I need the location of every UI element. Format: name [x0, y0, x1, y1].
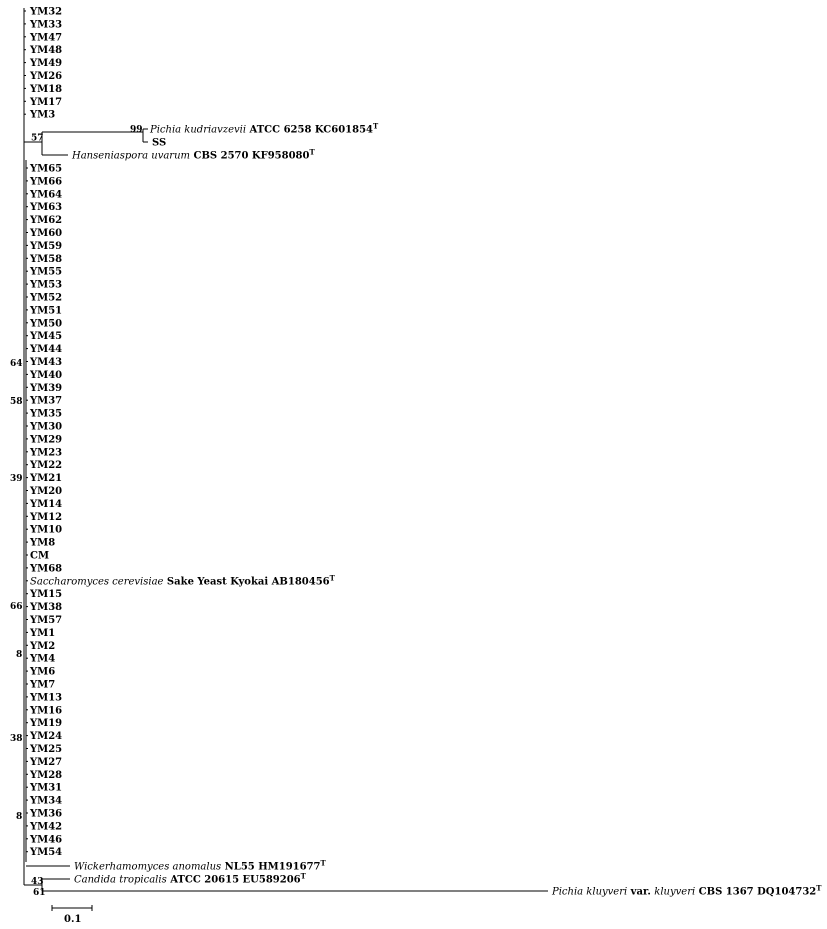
- leaf-label-ym40: YM40: [30, 369, 63, 381]
- leaf-label-ym66: YM66: [30, 176, 63, 188]
- bootstrap-38: 38: [10, 734, 23, 744]
- tree-labels: [10, 7, 822, 926]
- taxon-saccharomyces-cerevisiae: Saccharomyces cerevisiae Sake Yeast Kyokai $AB180456^T$: [30, 573, 335, 588]
- leaf-label-ym43: YM43: [30, 357, 63, 368]
- leaf-label-ym29: YM29: [30, 434, 63, 446]
- taxon-pichia-kluyveri: Pichia kluyveri var. kluyveri CBS 1367 $DQ104732^T$: [552, 883, 822, 898]
- taxon-pichia-kudriavzevii: Pichia kudriavzevii ATCC 6258 $KC601854^T$: [150, 121, 379, 136]
- leaf-label-ym48: YM48: [30, 45, 63, 57]
- leaf-label-ym20: YM20: [30, 486, 63, 497]
- leaf-label-ym52: YM52: [30, 292, 63, 304]
- leaf-label-ym12: YM12: [30, 511, 63, 523]
- leaf-label-ym59: YM59: [30, 240, 63, 252]
- leaf-label-ym7: YM7: [30, 679, 56, 691]
- leaf-label-ym37: YM37: [30, 395, 63, 407]
- leaf-label-ym24: YM24: [30, 731, 63, 743]
- leaf-label-ym21: YM21: [30, 473, 63, 485]
- leaf-label-ym38: YM38: [30, 602, 63, 614]
- leaf-label-ym15: YM15: [30, 589, 63, 601]
- leaf-label-ym19: YM19: [30, 718, 63, 730]
- leaf-label-ym27: YM27: [30, 756, 63, 768]
- bootstrap-58: 58: [10, 397, 23, 407]
- taxon-candida-tropicalis: Candida tropicalis ATCC 20615 $EU589206^T$: [74, 871, 306, 886]
- leaf-label-ym68: YM68: [30, 563, 63, 575]
- leaf-label-ym45: YM45: [30, 331, 63, 343]
- bootstrap-64: 64: [10, 359, 23, 369]
- leaf-label-ym49: YM49: [30, 58, 63, 70]
- bootstrap-57: 57: [31, 133, 44, 144]
- leaf-label-ym64: YM64: [30, 189, 63, 201]
- bootstrap-8-lower: 8: [16, 812, 23, 822]
- bootstrap-39: 39: [10, 474, 23, 484]
- bootstrap-99: 99: [130, 125, 143, 135]
- scale-bar-label: 0.1: [64, 914, 82, 925]
- leaf-label-ym17: YM17: [30, 96, 63, 108]
- leaf-label-ym39: YM39: [30, 382, 63, 394]
- leaf-label-ym54: YM54: [30, 847, 63, 859]
- leaf-label-ym25: YM25: [30, 744, 63, 755]
- bootstrap-66: 66: [10, 602, 23, 612]
- leaf-label-ym30: YM30: [30, 421, 63, 433]
- leaf-label-ym8: YM8: [30, 537, 56, 549]
- leaf-label-ym31: YM31: [30, 782, 63, 794]
- leaf-label-ym10: YM10: [30, 524, 63, 536]
- leaf-label-ym16: YM16: [30, 705, 63, 717]
- tree-branches: [24, 8, 548, 911]
- leaf-label-ym32: YM32: [30, 6, 63, 18]
- leaf-label-ym4: YM4: [30, 653, 56, 665]
- bootstrap-43: 43: [31, 877, 44, 887]
- leaf-label-ym46: YM46: [30, 834, 63, 846]
- leaf-label-ym51: YM51: [30, 305, 63, 317]
- leaf-label-ym1: YM1: [30, 627, 56, 639]
- leaf-label-ym34: YM34: [30, 795, 63, 807]
- leaf-label-ym18: YM18: [30, 83, 63, 95]
- leaf-label-ym58: YM58: [30, 253, 63, 265]
- leaf-label-ym13: YM13: [30, 692, 63, 704]
- leaf-label-ym63: YM63: [30, 202, 63, 214]
- leaf-label-ss: SS: [152, 137, 167, 149]
- leaf-label-ym33: YM33: [30, 19, 63, 31]
- leaf-label-ym65: YM65: [30, 163, 63, 175]
- leaf-label-ym55: YM55: [30, 266, 63, 278]
- leaf-label-ym23: YM23: [30, 447, 63, 459]
- bootstrap-8-upper: 8: [16, 650, 23, 660]
- leaf-label-ym36: YM36: [30, 808, 63, 820]
- leaf-label-cm: CM: [30, 550, 50, 562]
- leaf-label-ym3: YM3: [30, 109, 56, 121]
- leaf-label-ym6: YM6: [30, 666, 56, 678]
- taxon-wickerhamomyces-anomalus: Wickerhamomyces anomalus NL55 $HM191677^T$: [74, 858, 326, 873]
- leaf-label-ym35: YM35: [30, 408, 63, 420]
- leaf-label-ym42: YM42: [30, 821, 63, 833]
- leaf-label-ym47: YM47: [30, 32, 63, 44]
- bootstrap-61: 61: [33, 888, 46, 898]
- leaf-label-ym26: YM26: [30, 71, 63, 82]
- taxon-hanseniaspora-uvarum: Hanseniaspora uvarum CBS 2570 $KF958080^T$: [72, 147, 315, 162]
- leaf-label-ym62: YM62: [30, 215, 63, 227]
- leaf-label-ym2: YM2: [30, 640, 56, 652]
- leaf-label-ym44: YM44: [30, 344, 63, 356]
- leaf-label-ym22: YM22: [30, 460, 63, 472]
- leaf-label-ym14: YM14: [30, 498, 63, 510]
- leaf-label-ym50: YM50: [30, 318, 63, 330]
- leaf-label-ym57: YM57: [30, 615, 63, 626]
- leaf-label-ym60: YM60: [30, 228, 63, 239]
- leaf-label-ym53: YM53: [30, 279, 63, 291]
- leaf-label-ym28: YM28: [30, 769, 63, 781]
